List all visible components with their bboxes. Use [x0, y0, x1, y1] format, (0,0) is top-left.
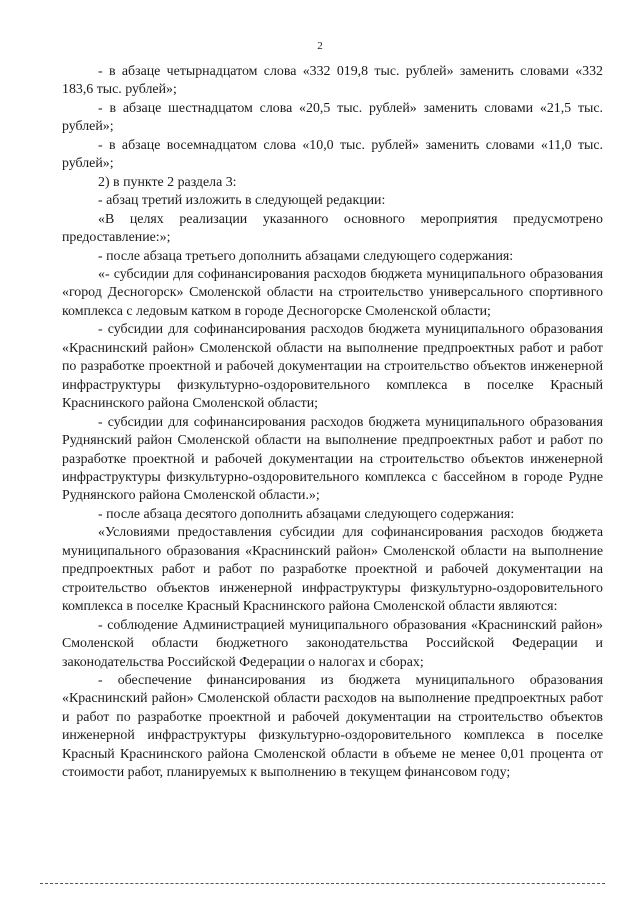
paragraph: «- субсидии для софинансирования расходов бюджета муниципального образования «город Десногорск» Смоленской области на строительство универсального спортивного комплекса с ледовым катком в городе Десногорске Смоленской области; — [62, 266, 603, 319]
paragraph: «Условиями предоставления субсидии для софинансирования расходов бюджета муниципального образования «Краснинский район» Смоленской области на выполнение предпроектных работ и работ по разработке проектной и рабочей документации на строительство объектов инженерной инфраструктуры физкультурно-оздоровительного комплекса в поселке Красный Краснинского района Смоленской области являются: — [62, 525, 603, 615]
paragraph: - субсидии для софинансирования расходов бюджета муниципального образования «Краснинский район» Смоленской области на выполнение предпроектных работ и работ по разработке проектной и рабочей документации на строительство объектов инженерной инфраструктуры физкультурно-оздоровительного комплекса в поселке Красный Краснинского района Смоленской области; — [62, 322, 603, 412]
paragraph: - абзац третий изложить в следующей редакции: — [98, 193, 386, 209]
paragraph: - субсидии для софинансирования расходов бюджета муниципального образования Руднянский район Смоленской области на выполнение предпроектных работ и работ по разработке проектной и рабочей документации на строительство объектов инженерной инфраструктуры физкультурно-оздоровительного комплекса с бассейном в городе Рудне Руднянского района Смоленской области.»; — [62, 414, 603, 504]
paragraph: 2) в пункте 2 раздела 3: — [98, 174, 237, 190]
paragraph: - после абзаца третьего дополнить абзацами следующего содержания: — [98, 248, 514, 264]
document-body — [62, 63, 603, 783]
footer-divider — [40, 883, 605, 884]
paragraph: - обеспечение финансирования из бюджета муниципального образования «Краснинский район» Смоленской области расходов на выполнение предпроектных работ и работ по разработке проектной и рабочей документации на строительство объектов инженерной инфраструктуры физкультурно-оздоровительного комплекса в поселке Красный Краснинского района Смоленской области в объеме не менее 0,01 процента от стоимости работ, планируемых к выполнению в текущем финансовом году; — [62, 672, 603, 781]
paragraph: «В целях реализации указанного основного мероприятия предусмотрено предоставление:»; — [62, 211, 603, 246]
paragraph: - в абзаце четырнадцатом слова «332 019,8 тыс. рублей» заменить словами «332 183,6 тыс. рублей»; — [62, 64, 603, 98]
paragraph: - соблюдение Администрацией муниципального образования «Краснинский район» Смоленской области бюджетного законодательства Российской Федерации и законодательства Российской Федерации о налогах и сборах; — [62, 617, 603, 670]
paragraph: - в абзаце восемнадцатом слова «10,0 тыс. рублей» заменить словами «11,0 тыс. рублей»; — [62, 137, 603, 172]
paragraph: - после абзаца десятого дополнить абзацами следующего содержания: — [98, 506, 515, 522]
page-number: 2 — [317, 40, 323, 52]
paragraph: - в абзаце шестнадцатом слова «20,5 тыс. рублей» заменить словами «21,5 тыс. рублей»; — [62, 100, 603, 135]
